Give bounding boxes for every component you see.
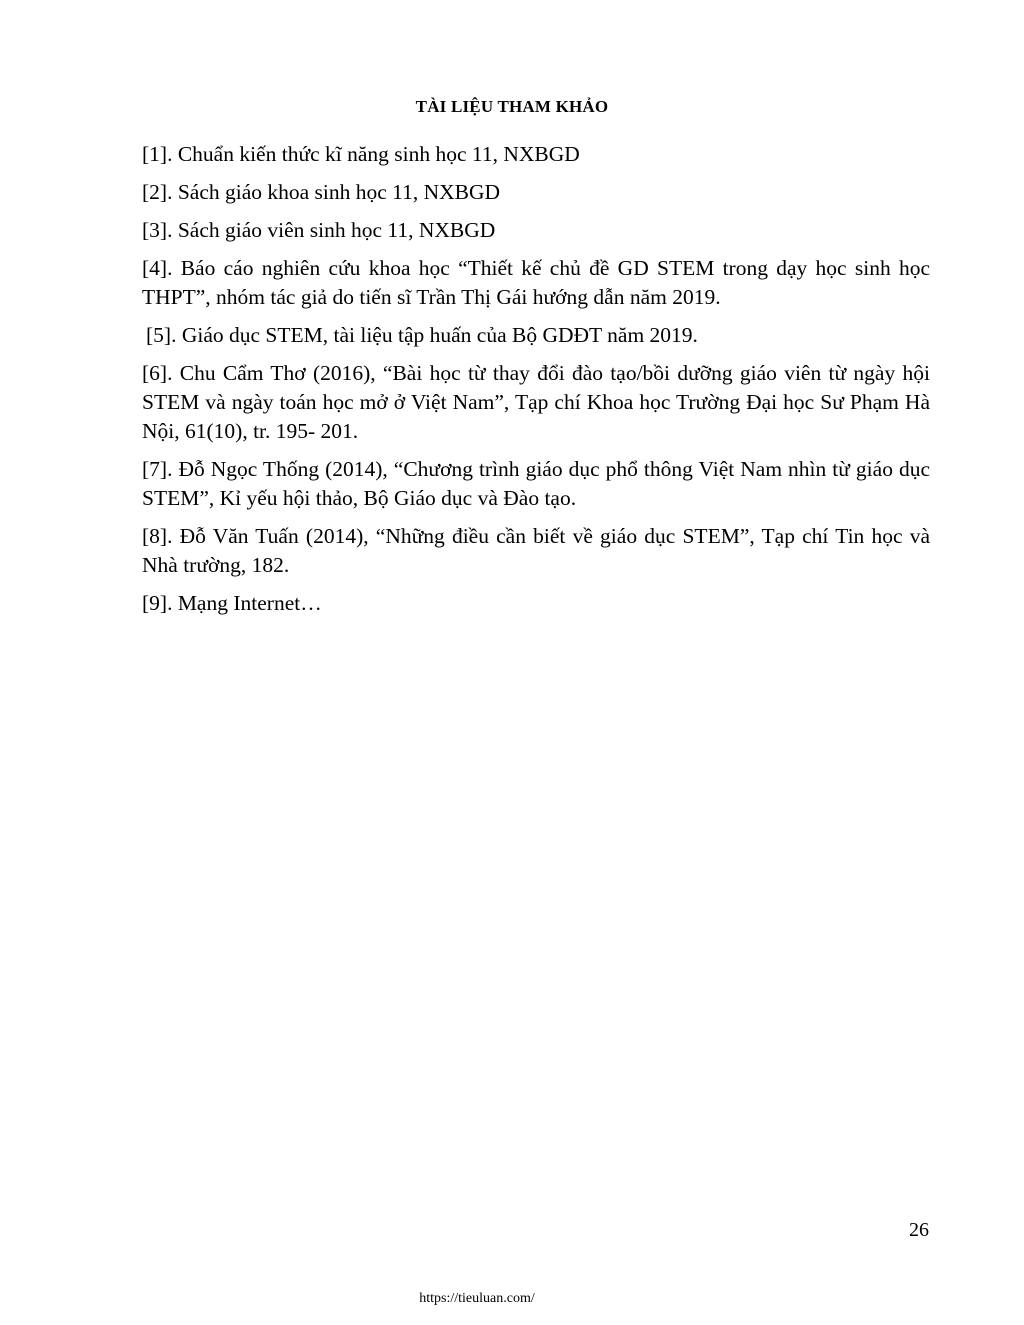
footer-url: https://tieuluan.com/ <box>419 1291 535 1306</box>
reference-item-2: [2]. Sách giáo khoa sinh học 11, NXBGD <box>142 180 501 204</box>
reference-list <box>142 140 930 627</box>
reference-item-5: [5]. Giáo dục STEM, tài liệu tập huấn của Bộ GDĐT năm 2019. <box>146 323 698 347</box>
reference-item-6: [6]. Chu Cẩm Thơ (2016), “Bài học từ thay đổi đào tạo/bồi dưỡng giáo viên từ ngày hội STEM và ngày toán học mở ở Việt Nam”, Tạp chí Khoa học Trường Đại học Sư Phạm Hà Nội, 61(10), tr. 195- 201. <box>142 361 930 443</box>
reference-item-8: [8]. Đỗ Văn Tuấn (2014), “Những điều cần biết về giáo dục STEM”, Tạp chí Tin học và Nhà trường, 182. <box>142 524 930 577</box>
reference-item-4: [4]. Báo cáo nghiên cứu khoa học “Thiết kế chủ đề GD STEM trong dạy học sinh học THPT”, nhóm tác giả do tiến sĩ Trần Thị Gái hướng dẫn năm 2019. <box>142 256 930 309</box>
reference-item-7: [7]. Đỗ Ngọc Thống (2014), “Chương trình giáo dục phổ thông Việt Nam nhìn từ giáo dục STEM”, Kỉ yếu hội thảo, Bộ Giáo dục và Đào tạo. <box>142 457 930 510</box>
reference-item-9: [9]. Mạng Internet… <box>142 591 322 615</box>
reference-item-3: [3]. Sách giáo viên sinh học 11, NXBGD <box>142 218 496 242</box>
page-title: TÀI LIỆU THAM KHẢO <box>415 97 609 116</box>
reference-item-1: [1]. Chuẩn kiến thức kĩ năng sinh học 11, NXBGD <box>142 142 580 166</box>
page-number: 26 <box>909 1219 929 1241</box>
